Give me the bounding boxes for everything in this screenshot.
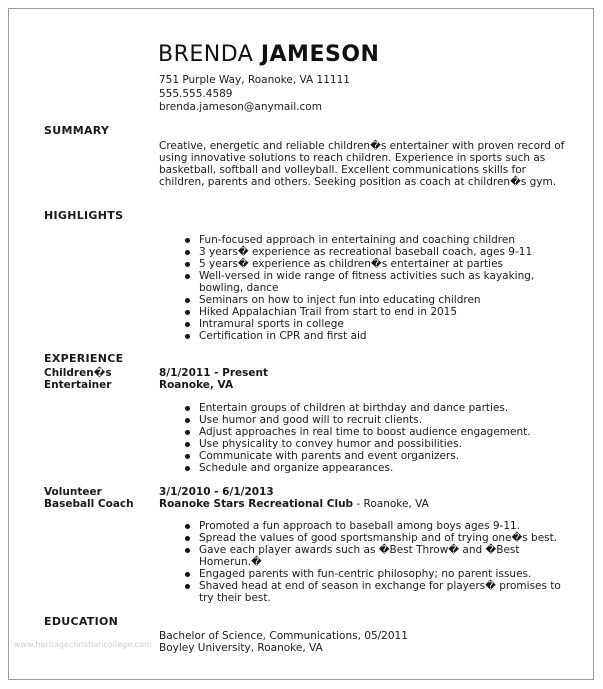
list-item: Shaved head at end of season in exchange for players� promises to try their best. (185, 580, 565, 604)
list-item: Fun-focused approach in entertaining and coaching children (185, 234, 565, 246)
list-item: 3 years� experience as recreational baseball coach, ages 9-11 (185, 246, 565, 258)
address: 751 Purple Way, Roanoke, VA 11111 (159, 74, 350, 86)
list-item: Entertain groups of children at birthday and dance parties. (185, 402, 565, 414)
job-header (159, 486, 429, 510)
highlights-heading: HIGHLIGHTS (44, 209, 124, 222)
list-item: Adjust approaches in real time to boost audience engagement. (185, 426, 565, 438)
email: brenda.jameson@anymail.com (159, 101, 322, 113)
list-item: Intramural sports in college (185, 318, 565, 330)
list-item: Certification in CPR and first aid (185, 330, 565, 342)
list-item: Spread the values of good sportsmanship and of trying one�s best. (185, 532, 565, 544)
summary-text: Creative, energetic and reliable children�s entertainer with proven record of using innovative solutions to reach children. Experience in sports such as basketball, softball and volleyball. Excellent communications skills for children, parents and others. Seeking position as coach at children�s gym. (159, 140, 565, 188)
job-dates: 8/1/2011 - Present (159, 367, 269, 379)
list-item: Hiked Appalachian Trail from start to end in 2015 (185, 306, 565, 318)
job-title: Children�s Entertainer (44, 367, 112, 391)
job-duties-list (185, 520, 565, 604)
list-item: Engaged parents with fun-centric philosophy; no parent issues. (185, 568, 565, 580)
job-duties-list (185, 402, 565, 474)
job-location: - Roanoke, VA (353, 498, 429, 510)
list-item: Use physicality to convey humor and possibilities. (185, 438, 565, 450)
candidate-name (158, 42, 379, 67)
job-employer: Roanoke Stars Recreational Club (159, 498, 354, 510)
degree: Bachelor of Science, Communications, 05/2011 (159, 630, 408, 642)
job-title: Volunteer Baseball Coach (44, 486, 134, 510)
list-item: Schedule and organize appearances. (185, 462, 565, 474)
list-item: Gave each player awards such as �Best Throw� and �Best Homerun.� (185, 544, 565, 568)
list-item: Use humor and good will to recruit clients. (185, 414, 565, 426)
list-item: 5 years� experience as children�s entertainer at parties (185, 258, 565, 270)
list-item: Well-versed in wide range of fitness activities such as kayaking, bowling, dance (185, 270, 565, 294)
watermark: www.heritagechristiancollege.com (14, 640, 152, 649)
first-name: BRENDA (158, 42, 254, 67)
education-heading: EDUCATION (44, 615, 119, 628)
job-header (159, 367, 268, 391)
contact-block (159, 74, 350, 115)
experience-heading: EXPERIENCE (44, 352, 124, 365)
list-item: Communicate with parents and event organizers. (185, 450, 565, 462)
job-employer: Roanoke, VA (159, 379, 234, 391)
school: Boyley University, Roanoke, VA (159, 642, 323, 654)
last-name: JAMESON (260, 42, 380, 67)
list-item: Promoted a fun approach to baseball among boys ages 9-11. (185, 520, 565, 532)
list-item: Seminars on how to inject fun into educating children (185, 294, 565, 306)
phone: 555.555.4589 (159, 87, 233, 100)
summary-heading: SUMMARY (44, 124, 110, 137)
job-dates: 3/1/2010 - 6/1/2013 (159, 486, 274, 498)
highlights-list (185, 234, 565, 342)
education-block (159, 630, 569, 654)
